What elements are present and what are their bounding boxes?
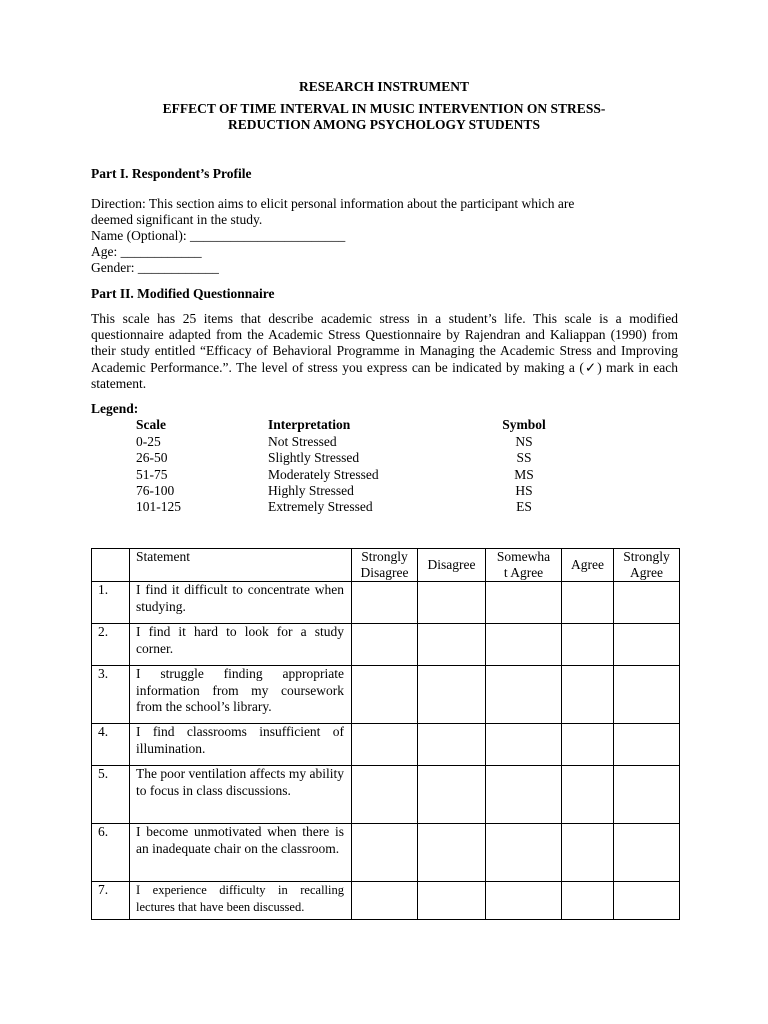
- header-statement: Statement: [130, 549, 352, 582]
- cell-strongly-agree[interactable]: [614, 624, 680, 666]
- item-number: 7.: [92, 882, 130, 920]
- part2-description: This scale has 25 items that describe academic stress in a student’s life. This scale is a modified questionnaire adapted from the Academic Stress Questionnaire by Rajendran and Kaliappan (1990) from their study entitled “Efficacy of Behavioral Programme in Managing the Academic Stress and Improving Academic Performance.”. The level of stress you express can be indicated by making a (✓) mark in each statement.: [91, 311, 678, 391]
- item-number: 3.: [92, 666, 130, 724]
- cell-somewhat-agree[interactable]: [486, 624, 562, 666]
- document-subtitle: [110, 101, 658, 133]
- legend-row: [0, 499, 768, 515]
- cell-strongly-disagree[interactable]: [352, 766, 418, 824]
- legend-label: Legend:: [91, 401, 139, 416]
- table-row: [92, 666, 680, 724]
- legend-interpretation: Extremely Stressed: [268, 499, 373, 514]
- table-row: [92, 824, 680, 882]
- header-number: [92, 549, 130, 582]
- cell-agree[interactable]: [562, 766, 614, 824]
- item-statement: [130, 666, 352, 724]
- table-row: [92, 624, 680, 666]
- cell-disagree[interactable]: [418, 766, 486, 824]
- legend-row: [0, 467, 768, 483]
- cell-strongly-disagree[interactable]: [352, 724, 418, 766]
- legend-scale: 0-25: [136, 434, 161, 449]
- cell-disagree[interactable]: [418, 882, 486, 920]
- legend-scale: 26-50: [136, 450, 168, 465]
- header-agree: Agree: [562, 549, 614, 582]
- subtitle-line-1: EFFECT OF TIME INTERVAL IN MUSIC INTERVENTION ON STRESS-: [162, 101, 606, 116]
- legend-interpretation: Moderately Stressed: [268, 467, 379, 482]
- header-disagree: Disagree: [418, 549, 486, 582]
- cell-disagree[interactable]: [418, 824, 486, 882]
- item-number: 1.: [92, 582, 130, 624]
- cell-strongly-disagree[interactable]: [352, 624, 418, 666]
- cell-agree[interactable]: [562, 724, 614, 766]
- legend-row: [0, 483, 768, 499]
- cell-somewhat-agree[interactable]: [486, 824, 562, 882]
- item-statement-text: I find it difficult to concentrate when studying.: [136, 582, 344, 614]
- subtitle-line-2: REDUCTION AMONG PSYCHOLOGY STUDENTS: [228, 117, 540, 132]
- legend-symbol: MS: [514, 467, 534, 482]
- table-row: [92, 582, 680, 624]
- cell-strongly-disagree[interactable]: [352, 582, 418, 624]
- part1-body: [91, 196, 681, 276]
- legend-scale: 76-100: [136, 483, 175, 498]
- item-statement-text: I find classrooms insufficient of illumination.: [136, 724, 344, 756]
- legend-header-symbol: Symbol: [502, 417, 546, 432]
- header-somewhat-agree-line1: Somewha: [496, 549, 551, 564]
- cell-somewhat-agree[interactable]: [486, 724, 562, 766]
- header-somewhat-agree-line2: t Agree: [503, 565, 544, 580]
- table-header-row: [92, 549, 680, 582]
- cell-disagree[interactable]: [418, 582, 486, 624]
- item-number: 4.: [92, 724, 130, 766]
- cell-somewhat-agree[interactable]: [486, 766, 562, 824]
- cell-strongly-agree[interactable]: [614, 582, 680, 624]
- cell-somewhat-agree[interactable]: [486, 882, 562, 920]
- legend-header-row: [0, 417, 768, 433]
- legend-header-interpretation: Interpretation: [268, 417, 351, 432]
- legend-symbol: SS: [516, 450, 532, 465]
- item-statement: [130, 766, 352, 824]
- item-statement: [130, 624, 352, 666]
- cell-disagree[interactable]: [418, 624, 486, 666]
- age-field[interactable]: Age: ____________: [91, 244, 202, 259]
- direction-line-1: Direction: This section aims to elicit personal information about the participant which are: [91, 196, 575, 211]
- item-number: 2.: [92, 624, 130, 666]
- header-strongly-disagree-line1: Strongly: [361, 549, 408, 564]
- part2-heading: Part II. Modified Questionnaire: [91, 286, 275, 301]
- item-statement-text: I struggle finding appropriate information from my coursework from the school’s library.: [136, 666, 344, 714]
- cell-agree[interactable]: [562, 666, 614, 724]
- cell-agree[interactable]: [562, 624, 614, 666]
- cell-strongly-disagree[interactable]: [352, 882, 418, 920]
- item-statement: [130, 882, 352, 920]
- cell-disagree[interactable]: [418, 724, 486, 766]
- cell-strongly-disagree[interactable]: [352, 824, 418, 882]
- questionnaire-table: [91, 548, 680, 920]
- cell-strongly-agree[interactable]: [614, 824, 680, 882]
- cell-somewhat-agree[interactable]: [486, 582, 562, 624]
- legend-scale: 51-75: [136, 467, 168, 482]
- header-strongly-agree: [614, 549, 680, 582]
- cell-strongly-agree[interactable]: [614, 724, 680, 766]
- cell-disagree[interactable]: [418, 666, 486, 724]
- header-strongly-agree-line1: Strongly: [623, 549, 670, 564]
- table-row: [92, 724, 680, 766]
- item-statement-text: I find it hard to look for a study corner.: [136, 624, 344, 656]
- cell-agree[interactable]: [562, 582, 614, 624]
- header-strongly-disagree: [352, 549, 418, 582]
- legend-symbol: NS: [515, 434, 533, 449]
- legend-interpretation: Not Stressed: [268, 434, 337, 449]
- cell-strongly-agree[interactable]: [614, 666, 680, 724]
- direction-line-2: deemed significant in the study.: [91, 212, 263, 227]
- gender-field[interactable]: Gender: ____________: [91, 260, 219, 275]
- item-statement-text: I become unmotivated when there is an inadequate chair on the classroom.: [136, 824, 344, 856]
- header-strongly-agree-line2: Agree: [630, 565, 663, 580]
- part1-heading: Part I. Respondent’s Profile: [91, 166, 252, 181]
- cell-somewhat-agree[interactable]: [486, 666, 562, 724]
- legend-header-scale: Scale: [136, 417, 166, 432]
- legend-symbol: HS: [515, 483, 533, 498]
- item-number: 6.: [92, 824, 130, 882]
- table-row: [92, 882, 680, 920]
- item-statement-text: I experience difficulty in recalling lectures that have been discussed.: [136, 883, 344, 914]
- item-statement: [130, 824, 352, 882]
- table-row: [92, 766, 680, 824]
- legend-scale: 101-125: [136, 499, 181, 514]
- cell-strongly-agree[interactable]: [614, 766, 680, 824]
- cell-strongly-agree[interactable]: [614, 882, 680, 920]
- legend-row: [0, 450, 768, 466]
- document-title: RESEARCH INSTRUMENT: [299, 79, 469, 94]
- header-strongly-disagree-line2: Disagree: [360, 565, 409, 580]
- name-field[interactable]: Name (Optional): _______________________: [91, 228, 346, 243]
- legend-symbol: ES: [516, 499, 532, 514]
- legend-interpretation: Highly Stressed: [268, 483, 354, 498]
- item-statement-text: The poor ventilation affects my ability to focus in class discussions.: [136, 766, 344, 798]
- cell-strongly-disagree[interactable]: [352, 666, 418, 724]
- legend-row: [0, 434, 768, 450]
- legend-interpretation: Slightly Stressed: [268, 450, 360, 465]
- cell-agree[interactable]: [562, 882, 614, 920]
- item-statement: [130, 724, 352, 766]
- item-statement: [130, 582, 352, 624]
- header-somewhat-agree: [486, 549, 562, 582]
- cell-agree[interactable]: [562, 824, 614, 882]
- item-number: 5.: [92, 766, 130, 824]
